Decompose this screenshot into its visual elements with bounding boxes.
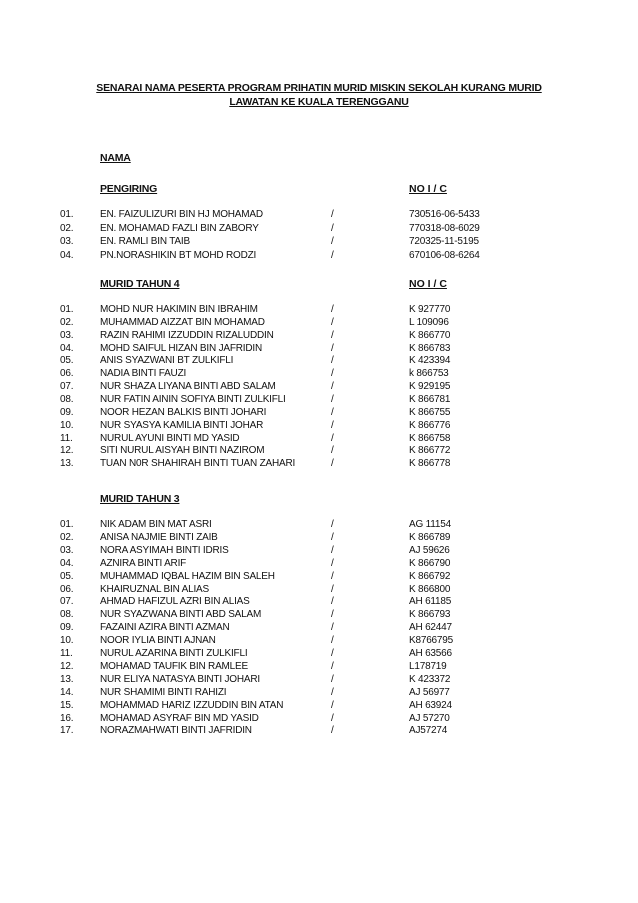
row-name: MUHAMMAD IQBAL HAZIM BIN SALEH (100, 570, 275, 582)
row-separator: / (331, 557, 334, 569)
row-number: 16. (60, 712, 74, 724)
row-separator: / (331, 673, 334, 685)
row-id: K 866789 (409, 531, 451, 543)
row-separator: / (331, 236, 334, 247)
row-id: K 866772 (409, 445, 451, 457)
row-id: L 109096 (409, 316, 449, 328)
pengiring-id-heading: NO I / C (409, 183, 447, 195)
table-row (0, 635, 638, 648)
table-row (0, 519, 638, 532)
row-id: K 866778 (409, 458, 451, 470)
row-id: K 866793 (409, 609, 451, 621)
row-name: NUR ELIYA NATASYA BINTI JOHARI (100, 673, 260, 685)
row-separator: / (331, 406, 334, 418)
row-separator: / (331, 393, 334, 405)
row-name: EN. MOHAMAD FAZLI BIN ZABORY (100, 222, 259, 234)
row-separator: / (331, 316, 334, 328)
row-number: 04. (60, 342, 74, 354)
table-row (0, 355, 638, 368)
row-number: 12. (60, 660, 74, 672)
table-row (0, 545, 638, 558)
row-separator: / (331, 445, 334, 457)
row-name: SITI NURUL AISYAH BINTI NAZIROM (100, 445, 265, 457)
table-row (0, 445, 638, 458)
row-id: K 929195 (409, 381, 451, 393)
table-row (0, 394, 638, 407)
row-number: 03. (60, 544, 74, 556)
row-separator: / (331, 712, 334, 724)
row-id: K 927770 (409, 304, 451, 315)
table-row (0, 250, 638, 263)
row-id: K 866792 (409, 570, 451, 582)
row-name: ANIS SYAZWANI BT ZULKIFLI (100, 355, 234, 367)
row-id: K 423372 (409, 673, 451, 685)
document-title: SENARAI NAMA PESERTA PROGRAM PRIHATIN MURID MISKIN SEKOLAH KURANG MURID (96, 82, 542, 94)
row-number: 10. (60, 635, 74, 647)
row-id: 730516-06-5433 (409, 209, 480, 220)
row-id: 670106-08-6264 (409, 249, 480, 261)
row-number: 09. (60, 622, 74, 634)
row-number: 05. (60, 570, 74, 582)
row-number: 03. (60, 236, 74, 247)
row-separator: / (331, 660, 334, 672)
row-number: 09. (60, 406, 74, 418)
row-name: MOHAMAD ASYRAF BIN MD YASID (100, 712, 259, 724)
row-separator: / (331, 222, 334, 234)
row-number: 12. (60, 445, 74, 457)
table-row (0, 317, 638, 330)
row-separator: / (331, 249, 334, 261)
table-row (0, 330, 638, 343)
table-row (0, 648, 638, 661)
table-row (0, 381, 638, 394)
row-separator: / (331, 519, 334, 530)
row-id: K8766795 (409, 635, 454, 647)
table-row (0, 661, 638, 674)
tahun4-id-heading: NO I / C (409, 278, 447, 290)
row-name: EN. RAMLI BIN TAIB (100, 236, 190, 247)
row-id: L178719 (409, 660, 447, 672)
row-number: 07. (60, 381, 74, 393)
row-separator: / (331, 419, 334, 431)
row-number: 02. (60, 222, 74, 234)
row-name: NORAZMAHWATI BINTI JAFRIDIN (100, 725, 252, 737)
row-separator: / (331, 458, 334, 470)
row-name: TUAN N0R SHAHIRAH BINTI TUAN ZAHARI (100, 458, 296, 470)
row-number: 11. (60, 432, 73, 444)
row-number: 04. (60, 557, 74, 569)
row-id: AJ57274 (409, 725, 448, 737)
table-row (0, 622, 638, 635)
row-separator: / (331, 544, 334, 556)
row-separator: / (331, 368, 334, 380)
row-number: 06. (60, 583, 74, 595)
table-row (0, 532, 638, 545)
row-name: NIK ADAM BIN MAT ASRI (100, 519, 212, 530)
row-number: 05. (60, 355, 74, 367)
table-row (0, 304, 638, 317)
table-row (0, 584, 638, 597)
row-number: 15. (60, 699, 74, 711)
row-name: EN. FAIZULIZURI BIN HJ MOHAMAD (100, 209, 263, 220)
table-row (0, 343, 638, 356)
row-number: 01. (60, 209, 74, 220)
row-id: AH 62447 (409, 622, 452, 634)
row-number: 07. (60, 596, 74, 608)
row-number: 02. (60, 316, 74, 328)
row-id: K 866781 (409, 393, 451, 405)
row-id: K 866758 (409, 432, 451, 444)
row-separator: / (331, 329, 334, 341)
row-number: 13. (60, 458, 74, 470)
document-subtitle: LAWATAN KE KUALA TERENGGANU (229, 96, 409, 108)
row-separator: / (331, 531, 334, 543)
row-name: NUR SHAZA LIYANA BINTI ABD SALAM (100, 381, 276, 393)
row-name: NURUL AYUNI BINTI MD YASID (100, 432, 240, 444)
row-name: NOOR IYLIA BINTI AJNAN (100, 635, 216, 647)
row-separator: / (331, 699, 334, 711)
row-id: AH 63566 (409, 648, 452, 659)
table-row (0, 687, 638, 700)
tahun4-heading: MURID TAHUN 4 (100, 278, 180, 290)
table-row (0, 571, 638, 584)
table-row (0, 596, 638, 609)
row-name: NUR SHAMIMI BINTI RAHIZI (100, 686, 227, 698)
row-id: AG 11154 (409, 519, 451, 530)
row-name: NOOR HEZAN BALKIS BINTI JOHARI (100, 406, 267, 418)
row-number: 14. (60, 686, 74, 698)
row-id: K 866776 (409, 419, 451, 431)
row-separator: / (331, 686, 334, 698)
row-id: K 866790 (409, 557, 451, 569)
row-separator: / (331, 342, 334, 354)
row-number: 01. (60, 519, 74, 530)
row-separator: / (331, 304, 334, 315)
row-name: RAZIN RAHIMI IZZUDDIN RIZALUDDIN (100, 329, 274, 341)
table-row (0, 558, 638, 571)
row-name: MOHAMAD TAUFIK BIN RAMLEE (100, 660, 248, 672)
row-id: AJ 57270 (409, 712, 450, 724)
row-separator: / (331, 648, 334, 659)
table-row (0, 674, 638, 687)
tahun3-heading: MURID TAHUN 3 (100, 493, 180, 505)
row-id: AJ 56977 (409, 686, 450, 698)
row-number: 01. (60, 304, 74, 315)
row-id: K 866783 (409, 342, 451, 354)
row-separator: / (331, 596, 334, 608)
row-id: K 866800 (409, 583, 451, 595)
table-row (0, 458, 638, 471)
row-id: AJ 59626 (409, 544, 450, 556)
row-name: PN.NORASHIKIN BT MOHD RODZI (100, 249, 257, 261)
table-row (0, 713, 638, 726)
row-name: ANISA NAJMIE BINTI ZAIB (100, 531, 218, 543)
row-id: 770318-08-6029 (409, 222, 480, 234)
row-number: 11. (60, 648, 73, 659)
row-name: FAZAINI AZIRA BINTI AZMAN (100, 622, 230, 634)
row-number: 13. (60, 673, 74, 685)
nama-heading: NAMA (100, 152, 131, 164)
row-number: 10. (60, 419, 74, 431)
table-row (0, 407, 638, 420)
row-name: NURUL AZARINA BINTI ZULKIFLI (100, 648, 248, 659)
row-number: 03. (60, 329, 74, 341)
row-name: KHAIRUZNAL BIN ALIAS (100, 583, 209, 595)
row-name: NUR SYAZWANA BINTI ABD SALAM (100, 609, 262, 621)
row-id: K 866755 (409, 406, 451, 418)
row-name: NADIA BINTI FAUZI (100, 368, 187, 380)
row-separator: / (331, 609, 334, 621)
row-number: 04. (60, 249, 74, 261)
row-id: K 866770 (409, 329, 451, 341)
row-id: k 866753 (409, 368, 449, 380)
row-name: NUR FATIN AININ SOFIYA BINTI ZULKIFLI (100, 393, 286, 405)
table-row (0, 433, 638, 446)
row-name: NORA ASYIMAH BINTI IDRIS (100, 544, 229, 556)
table-row (0, 236, 638, 249)
table-row (0, 725, 638, 738)
row-id: 720325-11-5195 (409, 236, 479, 247)
table-row (0, 700, 638, 713)
table-row (0, 223, 638, 236)
row-separator: / (331, 635, 334, 647)
row-name: AZNIRA BINTI ARIF (100, 557, 187, 569)
row-separator: / (331, 570, 334, 582)
row-separator: / (331, 622, 334, 634)
row-name: NUR SYASYA KAMILIA BINTI JOHAR (100, 419, 264, 431)
table-row (0, 609, 638, 622)
row-id: AH 61185 (409, 596, 452, 608)
row-separator: / (331, 355, 334, 367)
row-name: MOHD NUR HAKIMIN BIN IBRAHIM (100, 304, 258, 315)
row-number: 06. (60, 368, 74, 380)
row-name: MOHD SAIFUL HIZAN BIN JAFRIDIN (100, 342, 262, 354)
table-row (0, 368, 638, 381)
row-number: 08. (60, 609, 74, 621)
row-name: MOHAMMAD HARIZ IZZUDDIN BIN ATAN (100, 699, 284, 711)
row-separator: / (331, 583, 334, 595)
table-row (0, 209, 638, 222)
row-id: AH 63924 (409, 699, 452, 711)
row-separator: / (331, 209, 334, 220)
row-number: 08. (60, 393, 74, 405)
row-number: 17. (60, 725, 74, 737)
row-number: 02. (60, 531, 74, 543)
row-name: MUHAMMAD AIZZAT BIN MOHAMAD (100, 316, 265, 328)
table-row (0, 420, 638, 433)
row-separator: / (331, 432, 334, 444)
row-id: K 423394 (409, 355, 451, 367)
row-separator: / (331, 725, 334, 737)
pengiring-heading: PENGIRING (100, 183, 158, 195)
row-separator: / (331, 381, 334, 393)
row-name: AHMAD HAFIZUL AZRI BIN ALIAS (100, 596, 250, 608)
